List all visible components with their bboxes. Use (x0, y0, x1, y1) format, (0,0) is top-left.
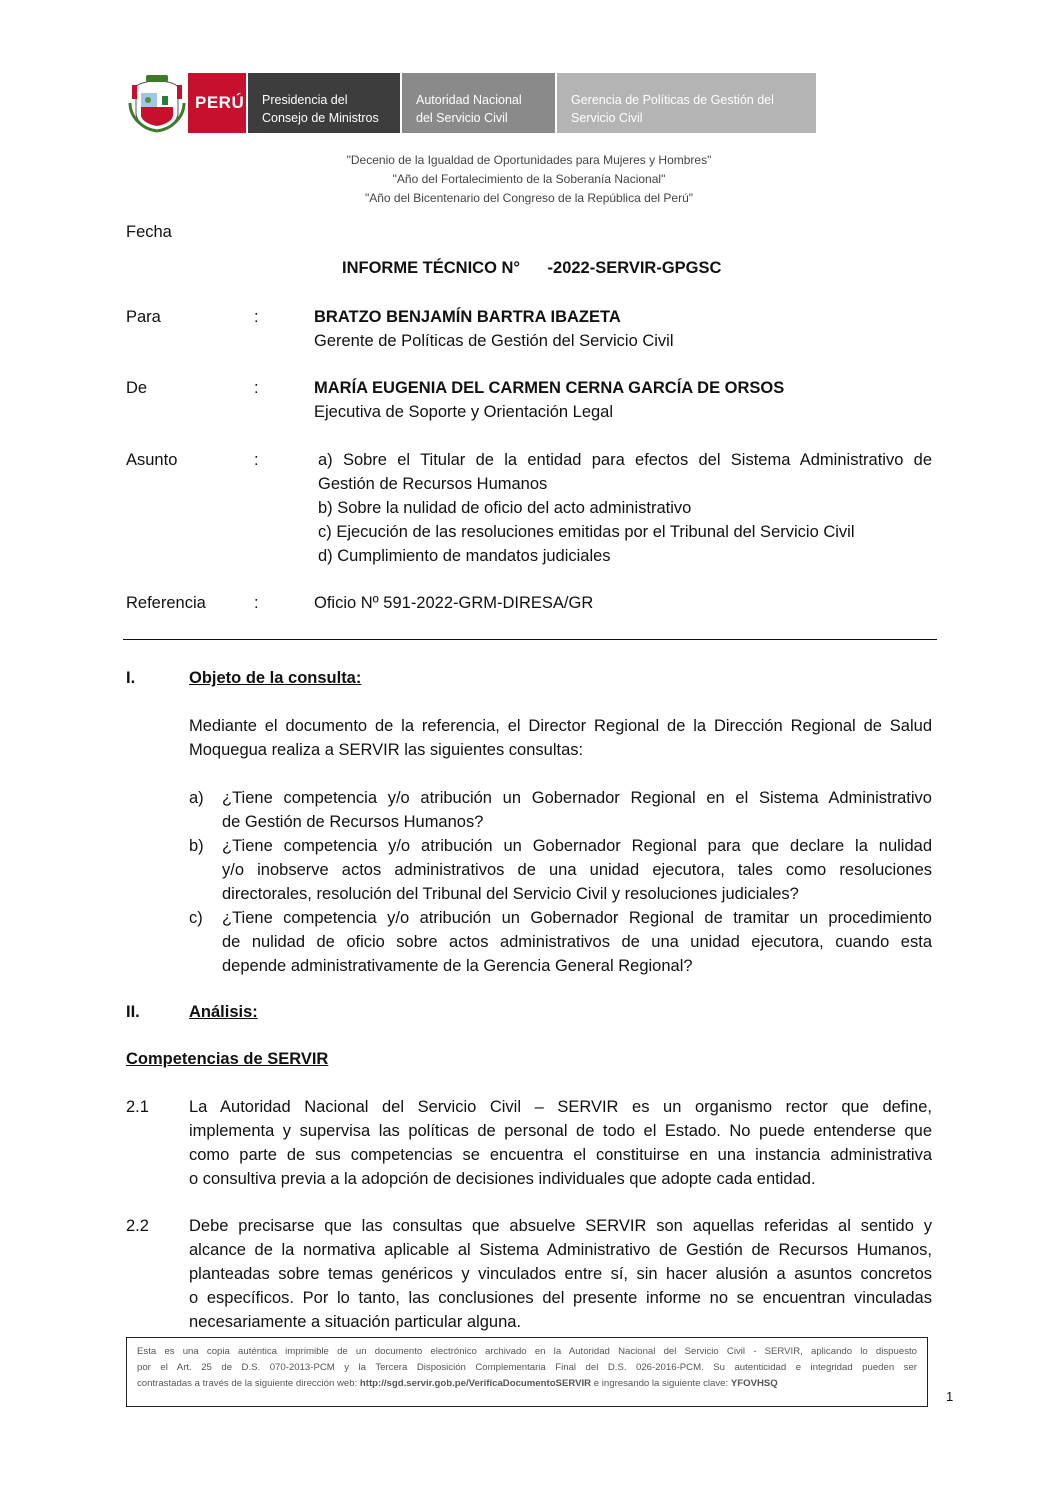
paragraph-line: alcance de la normativa aplicable al Sistema Administrativo de Gestión de Recursos Humanos, (189, 1241, 932, 1259)
section1-intro (189, 714, 932, 762)
report-title: INFORME TÉCNICO N° -2022-SERVIR-GPGSC (342, 259, 722, 277)
question-line: ¿Tiene competencia y/o atribución un Gobernador Regional de tramitar un procedimiento (222, 909, 932, 927)
gpgsc-line2: Servicio Civil (571, 111, 643, 125)
gpgsc-box (557, 73, 816, 133)
question-line: de nulidad de oficio sobre actos administrativos de una unidad ejecutora, cuando esta (222, 933, 932, 951)
asunto-item: Gestión de Recursos Humanos (318, 475, 548, 493)
section2-title: Análisis: (189, 1003, 258, 1021)
asunto-label: Asunto (126, 451, 178, 469)
para-colon: : (254, 308, 259, 326)
question-letter: c) (189, 909, 203, 927)
servir-box (402, 73, 555, 133)
para-role: Gerente de Políticas de Gestión del Servicio Civil (314, 332, 674, 350)
paragraph (189, 1214, 932, 1334)
para-name: BRATZO BENJAMÍN BARTRA IBAZETA (314, 308, 621, 326)
section1-title: Objeto de la consulta: (189, 669, 362, 687)
question-letter: a) (189, 789, 204, 807)
footer-text: e ingresando la siguiente clave: (591, 1378, 731, 1389)
asunto-item: d) Cumplimiento de mandatos judiciales (318, 547, 611, 565)
question-line: ¿Tiene competencia y/o atribución un Gobernador Regional para que declare la nulidad (222, 837, 932, 855)
paragraph-line: Debe precisarse que las consultas que absuelve SERVIR son aquellas referidas al sentido y (189, 1217, 932, 1235)
decenio-line: "Año del Bicentenario del Congreso de la República del Perú" (364, 191, 694, 205)
referencia-value: Oficio Nº 591-2022-GRM-DIRESA/GR (314, 594, 594, 612)
intro-line: Moquegua realiza a SERVIR las siguientes consultas: (189, 741, 584, 759)
intro-line: Mediante el documento de la referencia, el Director Regional de la Dirección Regional de Salud (189, 717, 932, 735)
section2-number: II. (126, 1003, 140, 1021)
asunto-item: b) Sobre la nulidad de oficio del acto administrativo (318, 499, 692, 517)
de-colon: : (254, 379, 259, 397)
de-role: Ejecutiva de Soporte y Orientación Legal (314, 403, 614, 421)
question-line: ¿Tiene competencia y/o atribución un Gobernador Regional en el Sistema Administrativo (222, 789, 932, 807)
separator-line (123, 639, 937, 640)
peru-logo-box (188, 73, 246, 133)
servir-line2: del Servicio Civil (416, 111, 508, 125)
authenticity-footer (126, 1337, 928, 1407)
para-label: Para (126, 308, 161, 326)
paragraph-line: necesariamente a situación particular alguna. (189, 1313, 522, 1331)
footer-line: Esta es una copia auténtica imprimible de un documento electrónico archivado en la Autoridad Nacional del Servicio Civil - SERVIR, aplicando lo dispuesto (137, 1346, 917, 1357)
referencia-colon: : (254, 594, 259, 612)
section2-subtitle: Competencias de SERVIR (126, 1050, 329, 1068)
asunto-item: c) Ejecución de las resoluciones emitidas por el Tribunal del Servicio Civil (318, 523, 855, 541)
asunto-colon: : (254, 451, 259, 469)
paragraph-line: implementa y supervisa las políticas de personal de todo el Estado. No puede entenderse que (189, 1122, 932, 1140)
de-name: MARÍA EUGENIA DEL CARMEN CERNA GARCÍA DE ORSOS (314, 379, 785, 397)
decenio-line: "Decenio de la Igualdad de Oportunidades para Mujeres y Hombres" (346, 153, 712, 167)
de-label: De (126, 379, 148, 397)
footer-line: por el Art. 25 de D.S. 070-2013-PCM y la Tercera Disposición Complementaria Final del D.S. 026-2016-PCM. Su autenticidad e integridad pueden ser (137, 1362, 917, 1373)
peru-label: PERÚ (195, 93, 245, 112)
pcm-line2: Consejo de Ministros (262, 111, 379, 125)
question-line: y/o inobserve actos administrativos de una unidad ejecutora, tales como resoluciones (222, 861, 932, 879)
question-line: directorales, resolución del Tribunal del Servicio Civil y resoluciones judiciales? (222, 885, 799, 903)
verification-url[interactable]: http://sgd.servir.gob.pe/VerificaDocumentoSERVIR (359, 1378, 592, 1389)
paragraph-line: o específicos. Por lo tanto, las conclusiones del presente informe no se encuentran vinculadas (189, 1289, 932, 1307)
question-item (222, 786, 932, 834)
asunto-item: a) Sobre el Titular de la entidad para efectos del Sistema Administrativo de (318, 451, 932, 469)
peru-coat-of-arms (128, 73, 186, 133)
question-item (222, 906, 932, 978)
footer-line (137, 1376, 917, 1392)
paragraph-number: 2.2 (126, 1217, 149, 1235)
gpgsc-line1: Gerencia de Políticas de Gestión del (571, 93, 774, 107)
question-line: de Gestión de Recursos Humanos? (222, 813, 484, 831)
servir-line1: Autoridad Nacional (416, 93, 522, 107)
paragraph (189, 1095, 932, 1191)
referencia-label: Referencia (126, 594, 206, 612)
pcm-box (248, 73, 400, 133)
verification-key: YFOVHSQ (730, 1378, 778, 1389)
question-line: depende administrativamente de la Gerencia General Regional? (222, 957, 693, 975)
fecha-label: Fecha (126, 223, 172, 241)
question-letter: b) (189, 837, 204, 855)
section1-number: I. (126, 669, 136, 687)
pcm-line1: Presidencia del (262, 93, 348, 107)
page-number: 1 (946, 1389, 954, 1404)
paragraph-number: 2.1 (126, 1098, 149, 1116)
paragraph-line: La Autoridad Nacional del Servicio Civil – SERVIR es un organismo rector que define, (189, 1098, 932, 1116)
coat-of-arms-icon (128, 73, 186, 133)
paragraph-line: como parte de sus competencias se encuentra el constituirse en una instancia administrativa (189, 1146, 932, 1164)
question-item (222, 834, 932, 906)
decenio-line: "Año del Fortalecimiento de la Soberanía Nacional" (392, 172, 666, 186)
footer-text: contrastadas a través de la siguiente dirección web: (137, 1378, 360, 1389)
decenio-block (0, 151, 1058, 208)
paragraph-line: planteadas sobre temas genéricos y vinculados entre sí, sin hacer alusión a asuntos concretos (189, 1265, 932, 1283)
paragraph-line: o consultiva previa a la adopción de decisiones individuales que adopte cada entidad. (189, 1170, 816, 1188)
